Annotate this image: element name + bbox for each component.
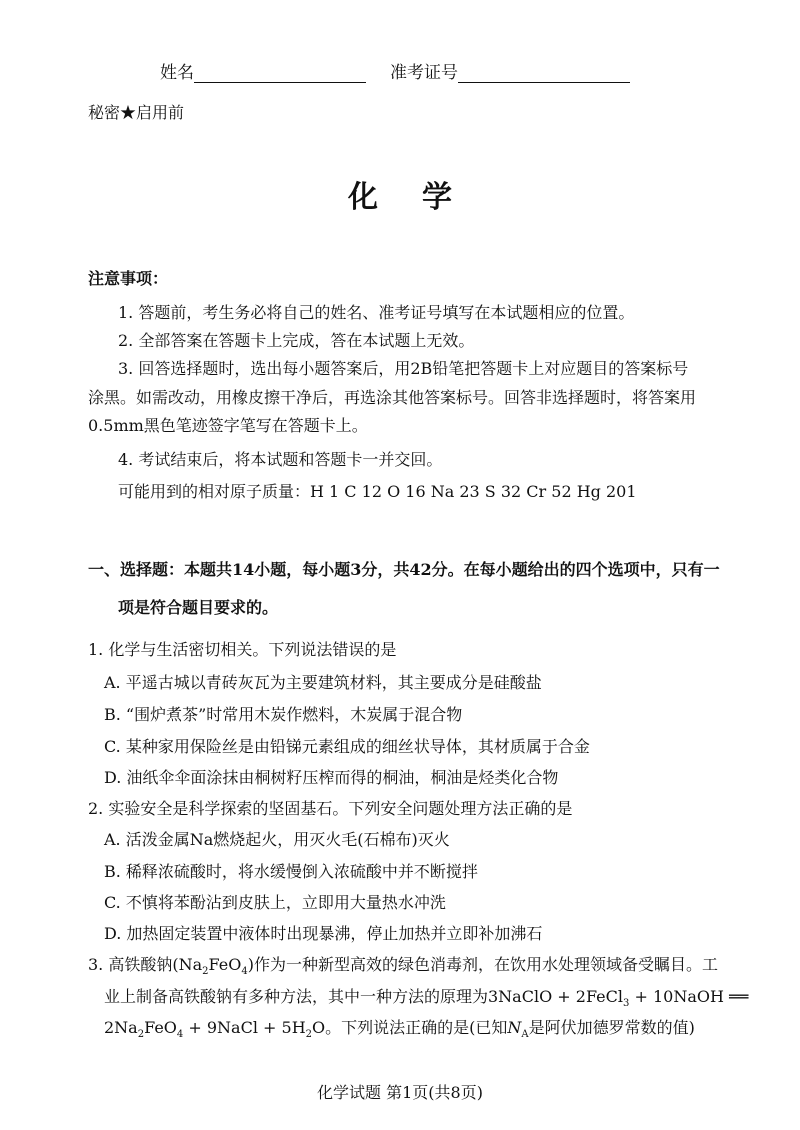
notice-item-3c: 0.5mm黑色笔迹签字笔写在答题卡上。: [88, 416, 368, 435]
notice-item-4: 4. 考试结束后，将本试题和答题卡一并交回。: [118, 450, 443, 469]
notice-item-3b: 涂黑。如需改动，用橡皮擦干净后，再选涂其他答案标号。回答非选择题时，将答案用: [88, 388, 697, 407]
q2-option-a: A. 活泼金属Na燃烧起火，用灭火毛(石棉布)灭火: [104, 830, 450, 849]
q2-stem: 2. 实验安全是科学探索的坚固基石。下列安全问题处理方法正确的是: [88, 799, 573, 818]
secret-note: 秘密★启用前: [88, 103, 185, 122]
q2-option-c: C. 不慎将苯酚沾到皮肤上，立即用大量热水冲洗: [104, 893, 446, 912]
section-heading-a: 一、选择题：本题共14小题，每小题3分，共42分。在每小题给出的四个选项中，只有一: [88, 560, 720, 579]
name-label: 姓名: [160, 63, 194, 83]
id-blank: [458, 64, 630, 83]
q3-line-3: $2Na_2FeO_4$ + 9NaCl + $5H_2O$。下列说法正确的是(已知$N_A$是阿伏加德罗常数的值): [104, 1018, 695, 1041]
id-field: [390, 58, 630, 83]
notice-item-1: 1. 答题前，考生务必将自己的姓名、准考证号填写在本试题相应的位置。: [118, 303, 635, 322]
section-heading-b: 项是符合题目要求的。: [118, 598, 279, 617]
name-blank: [194, 64, 366, 83]
q1-option-b: B. “围炉煮茶”时常用木炭作燃料，木炭属于混合物: [104, 705, 463, 724]
page-title: 化学: [348, 180, 496, 215]
q2-option-b: B. 稀释浓硫酸时，将水缓慢倒入浓硫酸中并不断搅拌: [104, 862, 478, 881]
q1-option-c: C. 某种家用保险丝是由铅锑元素组成的细丝状导体，其材质属于合金: [104, 737, 590, 756]
atomic-mass-line: 可能用到的相对原子质量：H 1 C 12 O 16 Na 23 S 32 Cr 52 Hg 201: [118, 482, 637, 501]
notice-heading: 注意事项：: [88, 269, 169, 288]
page-footer: 化学试题 第1页(共8页): [317, 1083, 483, 1102]
q3-line-1: 3. 高铁酸钠$(Na_2FeO_4)$作为一种新型高效的绿色消毒剂，在饮用水处理领域备受瞩目。工: [88, 955, 718, 978]
q1-option-d: D. 油纸伞伞面涂抹由桐树籽压榨而得的桐油，桐油是烃类化合物: [104, 768, 559, 787]
q2-option-d: D. 加热固定装置中液体时出现暴沸，停止加热并立即补加沸石: [104, 924, 543, 943]
q1-stem: 1. 化学与生活密切相关。下列说法错误的是: [88, 640, 397, 659]
q3-line-2: 业上制备高铁酸钠有多种方法，其中一种方法的原理为3NaClO + 2FeCl$_3$ + 10NaOH ══: [104, 987, 749, 1010]
notice-item-2: 2. 全部答案在答题卡上完成，答在本试题上无效。: [118, 331, 475, 350]
name-field: [160, 58, 366, 83]
notice-item-3a: 3. 回答选择题时，选出每小题答案后，用2B铅笔把答题卡上对应题目的答案标号: [118, 359, 689, 378]
id-label: 准考证号: [390, 63, 458, 83]
q1-option-a: A. 平遥古城以青砖灰瓦为主要建筑材料，其主要成分是硅酸盐: [104, 673, 542, 692]
